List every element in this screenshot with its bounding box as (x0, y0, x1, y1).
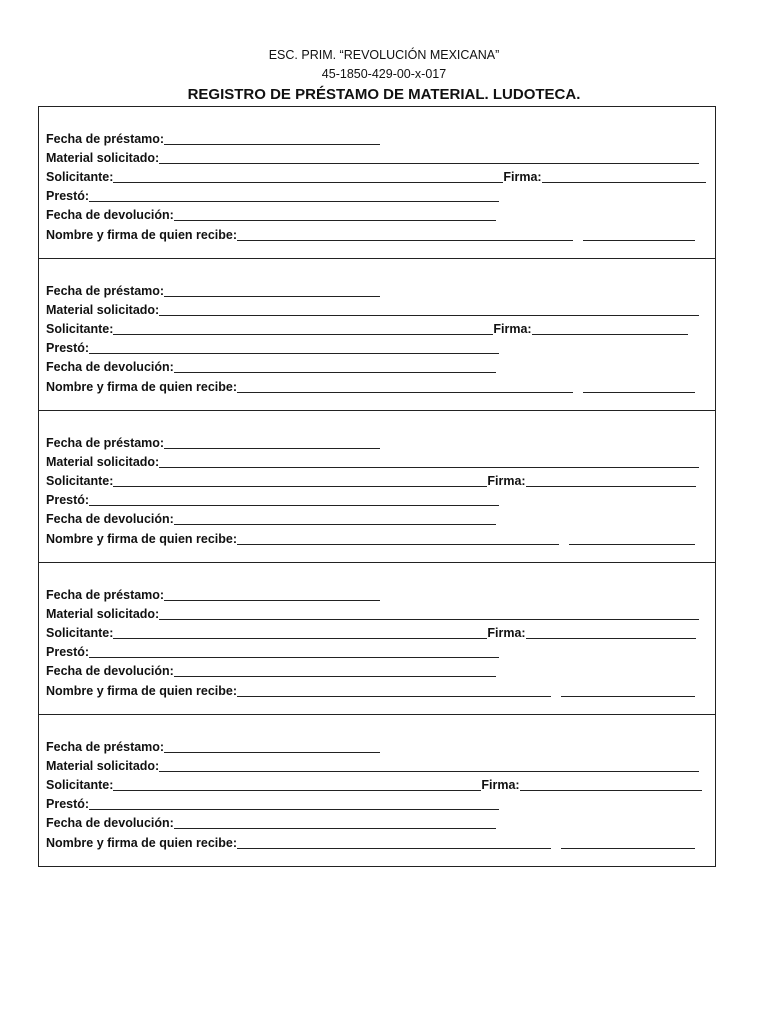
return-date-blank[interactable] (174, 372, 496, 373)
return-date-label: Fecha de devolución: (46, 664, 174, 678)
lender-row (46, 489, 707, 508)
receiver-signature-blank[interactable] (583, 240, 695, 241)
signature-label: Firma: (503, 170, 542, 184)
receiver-name-blank[interactable] (237, 848, 551, 849)
requester-row (46, 774, 707, 793)
lender-label: Prestó: (46, 645, 90, 659)
receiver-signature-blank[interactable] (561, 848, 695, 849)
loan-date-label: Fecha de préstamo: (46, 740, 165, 754)
requester-blank[interactable] (113, 638, 487, 639)
loan-date-blank[interactable] (164, 752, 380, 753)
receiver-row (46, 376, 707, 395)
loan-date-row (46, 736, 707, 755)
signature-blank[interactable] (526, 486, 696, 487)
return-date-row (46, 812, 707, 831)
lender-row (46, 641, 707, 660)
loan-date-row (46, 128, 707, 147)
lender-label: Prestó: (46, 493, 90, 507)
receiver-label: Nombre y firma de quien recibe: (46, 380, 238, 394)
receiver-signature-blank[interactable] (561, 696, 695, 697)
loan-record (39, 562, 715, 714)
lender-blank[interactable] (89, 201, 499, 202)
receiver-label: Nombre y firma de quien recibe: (46, 684, 238, 698)
return-date-blank[interactable] (174, 676, 496, 677)
loan-date-blank[interactable] (164, 296, 380, 297)
loan-date-row (46, 432, 707, 451)
material-row (46, 147, 707, 166)
requester-label: Solicitante: (46, 626, 114, 640)
lender-label: Prestó: (46, 797, 90, 811)
material-label: Material solicitado: (46, 455, 160, 469)
material-row (46, 299, 707, 318)
loan-record (39, 107, 715, 258)
return-date-row (46, 508, 707, 527)
material-row (46, 451, 707, 470)
receiver-row (46, 528, 707, 547)
requester-label: Solicitante: (46, 474, 114, 488)
loan-date-row (46, 280, 707, 299)
loan-record (39, 258, 715, 410)
return-date-row (46, 356, 707, 375)
signature-blank[interactable] (532, 334, 688, 335)
return-date-blank[interactable] (174, 524, 496, 525)
material-blank[interactable] (159, 163, 699, 164)
lender-row (46, 793, 707, 812)
material-row (46, 755, 707, 774)
lender-blank[interactable] (89, 809, 499, 810)
loan-date-blank[interactable] (164, 448, 380, 449)
material-label: Material solicitado: (46, 607, 160, 621)
lender-row (46, 185, 707, 204)
loan-date-label: Fecha de préstamo: (46, 436, 165, 450)
return-date-row (46, 204, 707, 223)
lender-blank[interactable] (89, 657, 499, 658)
signature-label: Firma: (481, 778, 520, 792)
requester-blank[interactable] (113, 182, 503, 183)
receiver-row (46, 224, 707, 243)
school-code: 45-1850-429-00-x-017 (321, 67, 447, 81)
requester-row (46, 318, 707, 337)
loan-date-label: Fecha de préstamo: (46, 284, 165, 298)
requester-blank[interactable] (113, 790, 481, 791)
return-date-blank[interactable] (174, 220, 496, 221)
requester-row (46, 622, 707, 641)
receiver-row (46, 832, 707, 851)
loan-record (39, 410, 715, 562)
receiver-label: Nombre y firma de quien recibe: (46, 532, 238, 546)
material-blank[interactable] (159, 315, 699, 316)
lender-blank[interactable] (89, 353, 499, 354)
material-blank[interactable] (159, 771, 699, 772)
loan-record (39, 714, 715, 866)
receiver-name-blank[interactable] (237, 696, 551, 697)
requester-row (46, 166, 707, 185)
loan-date-label: Fecha de préstamo: (46, 588, 165, 602)
material-label: Material solicitado: (46, 759, 160, 773)
return-date-row (46, 660, 707, 679)
return-date-label: Fecha de devolución: (46, 208, 174, 222)
signature-label: Firma: (487, 626, 526, 640)
material-label: Material solicitado: (46, 303, 160, 317)
requester-blank[interactable] (113, 334, 493, 335)
material-label: Material solicitado: (46, 151, 160, 165)
return-date-blank[interactable] (174, 828, 496, 829)
requester-label: Solicitante: (46, 778, 114, 792)
receiver-label: Nombre y firma de quien recibe: (46, 228, 238, 242)
receiver-name-blank[interactable] (237, 544, 559, 545)
signature-blank[interactable] (520, 790, 702, 791)
signature-blank[interactable] (542, 182, 706, 183)
return-date-label: Fecha de devolución: (46, 816, 174, 830)
loan-date-blank[interactable] (164, 600, 380, 601)
document-header (0, 46, 768, 105)
signature-label: Firma: (493, 322, 532, 336)
lender-row (46, 337, 707, 356)
lender-label: Prestó: (46, 341, 90, 355)
material-blank[interactable] (159, 467, 699, 468)
school-name: ESC. PRIM. “REVOLUCIÓN MEXICANA” (268, 48, 500, 62)
loan-date-row (46, 584, 707, 603)
return-date-label: Fecha de devolución: (46, 360, 174, 374)
loan-date-blank[interactable] (164, 144, 380, 145)
material-blank[interactable] (159, 619, 699, 620)
receiver-name-blank[interactable] (237, 240, 573, 241)
loan-records-table (38, 106, 716, 867)
receiver-signature-blank[interactable] (583, 392, 695, 393)
loan-date-label: Fecha de préstamo: (46, 132, 165, 146)
requester-blank[interactable] (113, 486, 487, 487)
material-row (46, 603, 707, 622)
requester-label: Solicitante: (46, 170, 114, 184)
requester-row (46, 470, 707, 489)
receiver-signature-blank[interactable] (569, 544, 695, 545)
return-date-label: Fecha de devolución: (46, 512, 174, 526)
requester-label: Solicitante: (46, 322, 114, 336)
receiver-label: Nombre y firma de quien recibe: (46, 836, 238, 850)
lender-blank[interactable] (89, 505, 499, 506)
lender-label: Prestó: (46, 189, 90, 203)
signature-label: Firma: (487, 474, 526, 488)
signature-blank[interactable] (526, 638, 696, 639)
receiver-name-blank[interactable] (237, 392, 573, 393)
receiver-row (46, 680, 707, 699)
form-title: REGISTRO DE PRÉSTAMO DE MATERIAL. LUDOTECA. (187, 86, 581, 103)
